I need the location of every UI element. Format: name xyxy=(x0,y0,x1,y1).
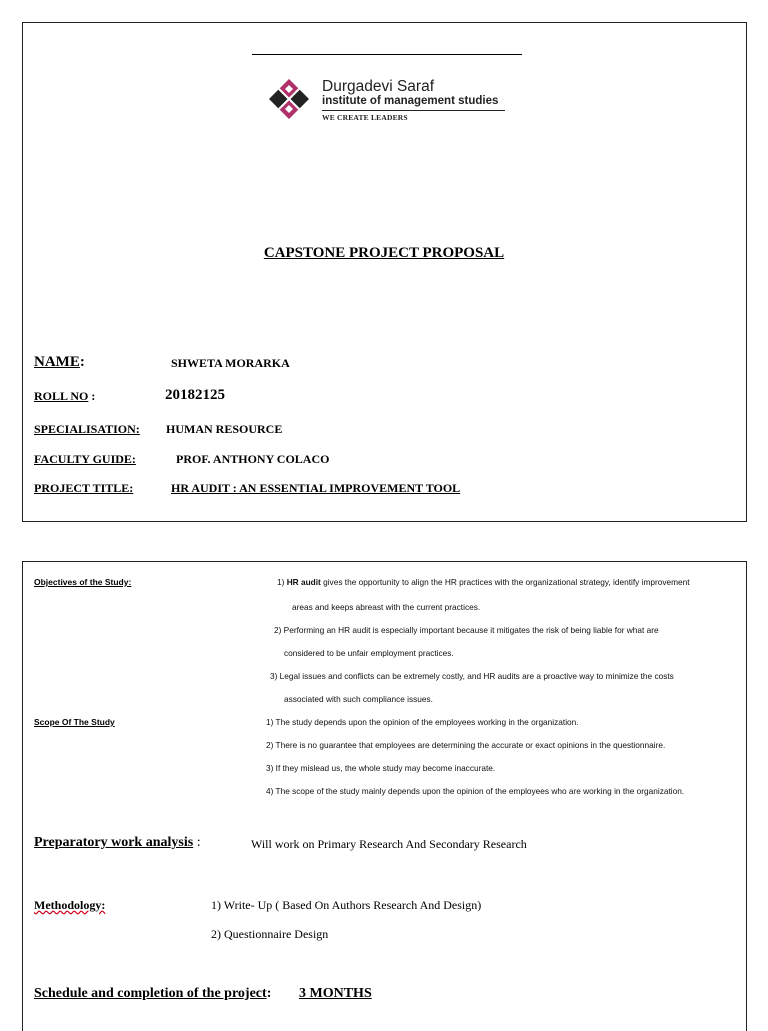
roll-colon: : xyxy=(88,389,96,403)
scope-item-4: 4) The scope of the study mainly depends upon the opinion of the employees who are working in the organization. xyxy=(266,786,685,796)
objective-item-2-cont: considered to be unfair employment practices. xyxy=(284,648,454,658)
header-rule xyxy=(252,54,522,55)
project-title-field xyxy=(34,481,133,496)
schedule-value: 3 MONTHS xyxy=(299,986,372,1001)
preparatory-colon: : xyxy=(193,835,201,850)
methodology-item-2: 2) Questionnaire Design xyxy=(211,927,329,941)
objectives-heading: Objectives of the Study: xyxy=(34,577,132,587)
schedule-colon: : xyxy=(266,986,272,1001)
specialisation-field xyxy=(34,422,140,437)
objective-item-1-cont: areas and keeps abreast with the current practices. xyxy=(292,602,481,612)
roll-field xyxy=(34,389,95,404)
specialisation-value: HUMAN RESOURCE xyxy=(166,422,283,436)
scope-heading: Scope Of The Study xyxy=(34,717,115,727)
objective-1-prefix: 1) xyxy=(277,577,287,587)
logo-name: Durgadevi Saraf xyxy=(322,78,435,95)
name-field xyxy=(34,354,85,371)
institute-logo xyxy=(266,76,516,126)
preparatory-value: Will work on Primary Research And Secondary Research xyxy=(251,837,527,851)
objective-item-1 xyxy=(277,577,690,587)
name-label: NAME xyxy=(34,354,80,370)
objective-item-3: 3) Legal issues and conflicts can be extremely costly, and HR audits are a proactive way to minimize the costs xyxy=(270,671,674,681)
roll-label: ROLL NO xyxy=(34,389,89,403)
roll-value: 20182125 xyxy=(165,387,225,403)
faculty-guide-field xyxy=(34,452,136,467)
faculty-guide-value: PROF. ANTHONY COLACO xyxy=(176,452,330,466)
document-title: CAPSTONE PROJECT PROPOSAL xyxy=(263,245,505,261)
objective-item-3-cont: associated with such compliance issues. xyxy=(284,694,433,704)
objective-1-bold: HR audit xyxy=(286,577,321,587)
faculty-guide-label: FACULTY GUIDE: xyxy=(34,452,136,466)
scope-item-2: 2) There is no guarantee that employees are determining the accurate or exact opinions in the questionnaire. xyxy=(266,740,666,750)
name-value: SHWETA MORARKA xyxy=(171,356,290,370)
schedule-row xyxy=(34,986,271,1002)
scope-item-3: 3) If they mislead us, the whole study may become inaccurate. xyxy=(266,763,496,773)
preparatory-row xyxy=(34,835,201,851)
logo-divider xyxy=(322,110,505,111)
logo-emblem-icon xyxy=(266,76,312,122)
objective-item-2: 2) Performing an HR audit is especially important because it mitigates the risk of being liable for what are xyxy=(274,625,659,635)
logo-subtitle: institute of management studies xyxy=(322,95,499,107)
methodology-row xyxy=(34,898,105,913)
name-colon: : xyxy=(79,354,85,370)
project-title-label: PROJECT TITLE: xyxy=(34,481,134,495)
logo-tagline: WE CREATE LEADERS xyxy=(322,113,408,122)
methodology-item-1: 1) Write- Up ( Based On Authors Research And Design) xyxy=(211,898,482,912)
preparatory-label: Preparatory work analysis xyxy=(34,835,194,850)
scope-item-1: 1) The study depends upon the opinion of the employees working in the organization. xyxy=(266,717,579,727)
objective-1-text: gives the opportunity to align the HR practices with the organizational strategy, identify improvement xyxy=(320,577,690,587)
schedule-label: Schedule and completion of the project xyxy=(34,986,267,1001)
specialisation-label: SPECIALISATION: xyxy=(34,422,140,436)
methodology-label: Methodology: xyxy=(34,898,106,912)
project-title-value: HR AUDIT : AN ESSENTIAL IMPROVEMENT TOOL xyxy=(171,481,461,495)
